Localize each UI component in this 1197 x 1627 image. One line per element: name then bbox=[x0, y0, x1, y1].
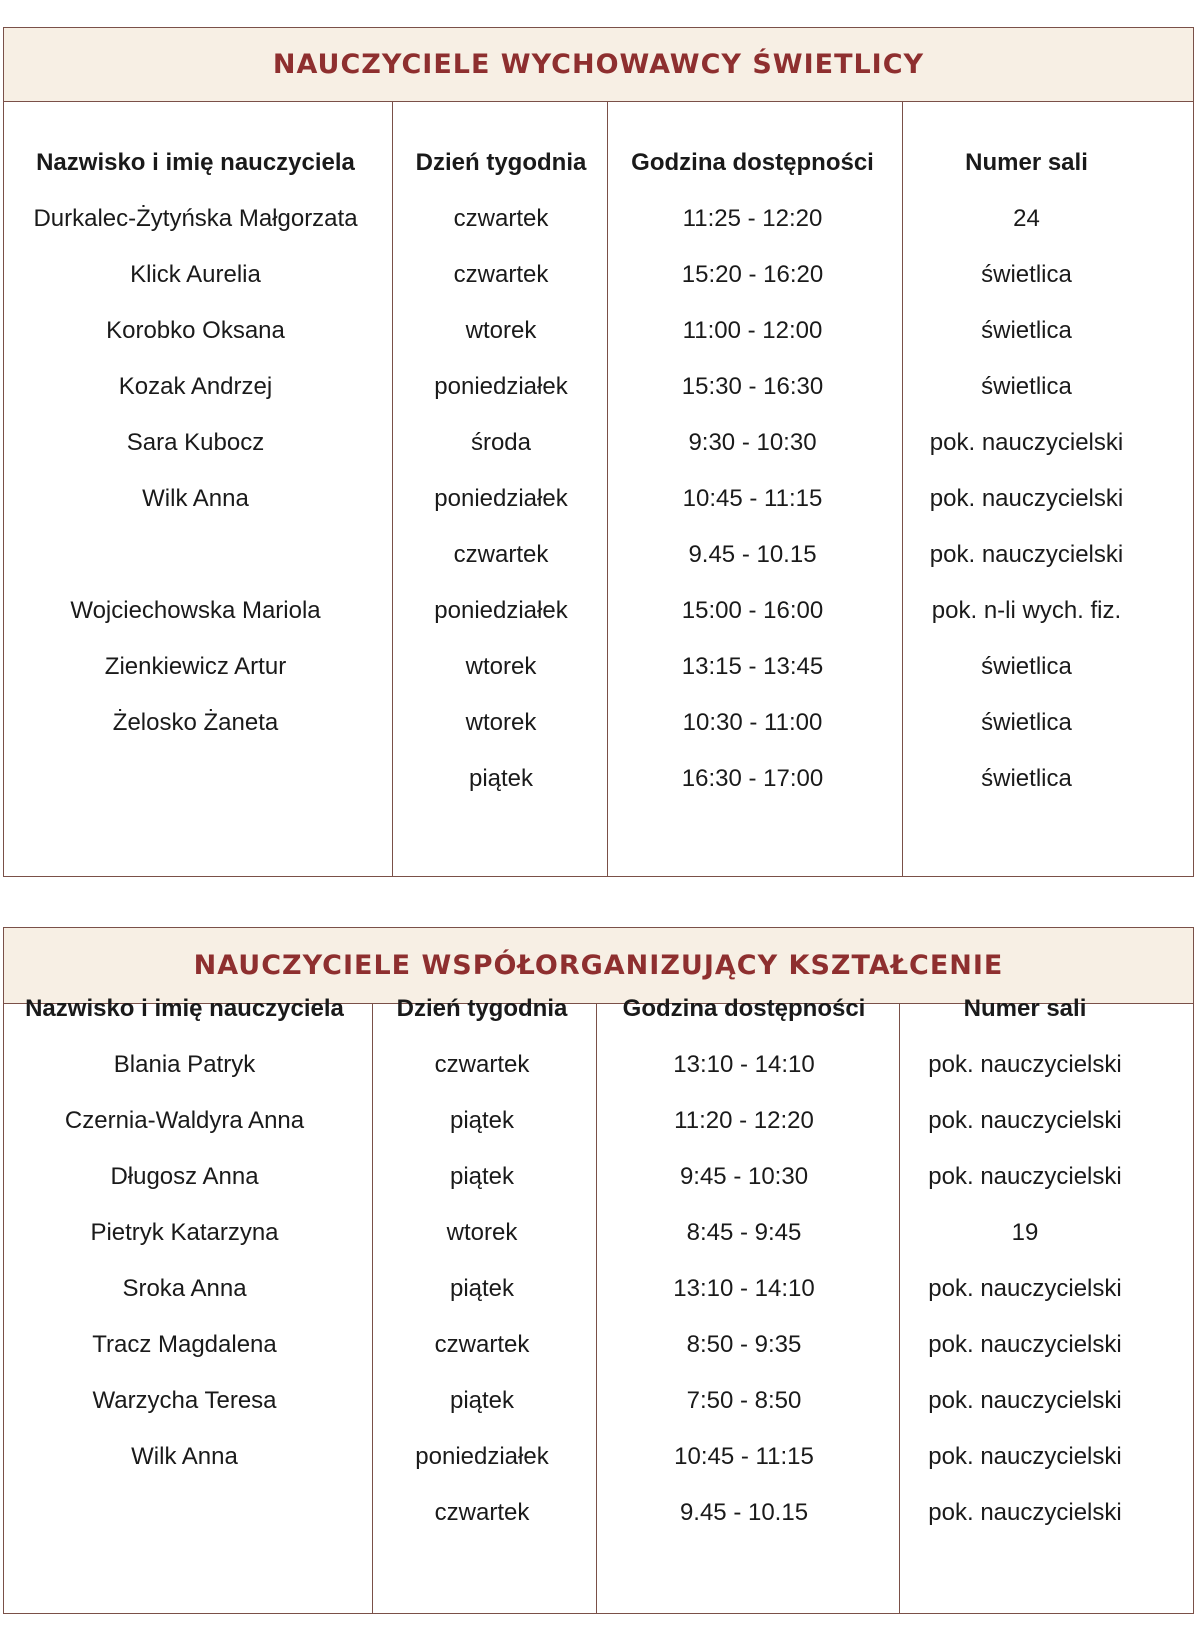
weekday-cell: czwartek bbox=[434, 1331, 530, 1358]
teacher-name-cell: Blania Patryk bbox=[113, 1051, 256, 1078]
teacher-name-cell: Warzycha Teresa bbox=[92, 1387, 277, 1414]
hours-cell: 13:10 - 14:10 bbox=[673, 1275, 815, 1302]
room-cell: pok. nauczycielski bbox=[928, 1331, 1122, 1358]
room-cell: pok. nauczycielski bbox=[928, 1499, 1122, 1526]
hours-cell: 13:10 - 14:10 bbox=[673, 1051, 815, 1078]
weekday-cell: czwartek bbox=[453, 261, 549, 288]
hours-cell: 9.45 - 10.15 bbox=[679, 1499, 809, 1526]
section-wychowawcy-swietlicy bbox=[3, 27, 1194, 877]
teacher-name-cell: Durkalec-Żytyńska Małgorzata bbox=[33, 205, 358, 232]
room-cell: pok. nauczycielski bbox=[928, 1163, 1122, 1190]
weekday-cell: wtorek bbox=[465, 653, 537, 680]
teacher-name-cell: Wojciechowska Mariola bbox=[70, 597, 321, 624]
weekday-cell: piątek bbox=[449, 1107, 515, 1134]
column-header: Dzień tygodnia bbox=[415, 149, 587, 176]
teacher-name-cell: Klick Aurelia bbox=[130, 261, 261, 288]
hours-cell: 8:45 - 9:45 bbox=[686, 1219, 802, 1246]
room-cell: 24 bbox=[1013, 205, 1040, 232]
weekday-cell: piątek bbox=[449, 1163, 515, 1190]
hours-cell: 15:20 - 16:20 bbox=[681, 261, 824, 288]
teacher-name-cell: Wilk Anna bbox=[142, 485, 249, 512]
room-cell: 19 bbox=[1011, 1219, 1039, 1246]
hours-cell: 10:45 - 11:15 bbox=[674, 1443, 814, 1470]
room-cell: pok. nauczycielski bbox=[928, 1387, 1122, 1414]
column-header: Godzina dostępności bbox=[622, 995, 866, 1022]
hours-cell: 10:45 - 11:15 bbox=[682, 485, 823, 512]
column-header: Godzina dostępności bbox=[631, 149, 874, 176]
column-header: Nazwisko i imię nauczyciela bbox=[36, 149, 355, 176]
hours-cell: 13:15 - 13:45 bbox=[681, 653, 824, 680]
teacher-name-cell: Korobko Oksana bbox=[106, 317, 285, 344]
teacher-name-cell: Sara Kubocz bbox=[126, 429, 265, 456]
room-cell: pok. nauczycielski bbox=[928, 1051, 1122, 1078]
weekday-cell: wtorek bbox=[446, 1219, 518, 1246]
weekday-cell: czwartek bbox=[453, 205, 549, 232]
weekday-cell: wtorek bbox=[465, 317, 537, 344]
weekday-cell: czwartek bbox=[434, 1499, 530, 1526]
room-cell: pok. nauczycielski bbox=[929, 429, 1124, 456]
room-cell: pok. nauczycielski bbox=[928, 1107, 1122, 1134]
room-cell: pok. nauczycielski bbox=[928, 1275, 1122, 1302]
hours-cell: 11:25 - 12:20 bbox=[682, 205, 823, 232]
section-header bbox=[4, 928, 1193, 1004]
hours-cell: 11:00 - 12:00 bbox=[682, 317, 823, 344]
weekday-cell: poniedziałek bbox=[434, 373, 568, 400]
weekday-cell: poniedziałek bbox=[415, 1443, 549, 1470]
hours-cell: 15:00 - 16:00 bbox=[681, 597, 824, 624]
weekday-cell: czwartek bbox=[453, 541, 549, 568]
section-title: NAUCZYCIELE WSPÓŁORGANIZUJĄCY KSZTAŁCENIE bbox=[193, 950, 1004, 981]
hours-cell: 15:30 - 16:30 bbox=[681, 373, 824, 400]
hours-cell: 9.45 - 10.15 bbox=[688, 541, 817, 568]
room-cell: pok. n-li wych. fiz. bbox=[931, 597, 1122, 624]
weekday-cell: piątek bbox=[449, 1387, 515, 1414]
section-title: NAUCZYCIELE WYCHOWAWCY ŚWIETLICY bbox=[272, 49, 925, 80]
room-cell: świetlica bbox=[981, 317, 1072, 344]
weekday-cell: piątek bbox=[468, 765, 534, 792]
weekday-cell: poniedziałek bbox=[434, 597, 568, 624]
hours-cell: 8:50 - 9:35 bbox=[686, 1331, 802, 1358]
room-cell: świetlica bbox=[981, 653, 1072, 680]
column-header: Nazwisko i imię nauczyciela bbox=[25, 995, 344, 1022]
room-cell: pok. nauczycielski bbox=[928, 1443, 1122, 1470]
teacher-name-cell: Czernia-Waldyra Anna bbox=[64, 1107, 305, 1134]
room-cell: świetlica bbox=[981, 261, 1072, 288]
weekday-cell: wtorek bbox=[465, 709, 537, 736]
hours-cell: 7:50 - 8:50 bbox=[686, 1387, 802, 1414]
weekday-cell: poniedziałek bbox=[434, 485, 568, 512]
column-header: Numer sali bbox=[963, 995, 1087, 1022]
section-wspolorganizujacy-ksztalcenie bbox=[3, 927, 1194, 1614]
room-cell: świetlica bbox=[981, 373, 1072, 400]
teacher-name-cell: Pietryk Katarzyna bbox=[90, 1219, 279, 1246]
hours-cell: 10:30 - 11:00 bbox=[682, 709, 823, 736]
hours-cell: 16:30 - 17:00 bbox=[681, 765, 824, 792]
teacher-name-cell: Zienkiewicz Artur bbox=[104, 653, 287, 680]
weekday-cell: piątek bbox=[449, 1275, 515, 1302]
weekday-cell: czwartek bbox=[434, 1051, 530, 1078]
hours-cell: 11:20 - 12:20 bbox=[674, 1107, 814, 1134]
hours-cell: 9:30 - 10:30 bbox=[688, 429, 817, 456]
teacher-name-cell: Długosz Anna bbox=[110, 1163, 259, 1190]
teacher-name-cell: Kozak Andrzej bbox=[118, 373, 273, 400]
weekday-cell: środa bbox=[470, 429, 532, 456]
section-header bbox=[4, 28, 1193, 102]
column-header: Dzień tygodnia bbox=[396, 995, 568, 1022]
room-cell: świetlica bbox=[981, 765, 1072, 792]
room-cell: pok. nauczycielski bbox=[929, 541, 1124, 568]
room-cell: świetlica bbox=[981, 709, 1072, 736]
teacher-name-cell: Wilk Anna bbox=[131, 1443, 238, 1470]
hours-cell: 9:45 - 10:30 bbox=[679, 1163, 809, 1190]
teacher-name-cell: Sroka Anna bbox=[122, 1275, 247, 1302]
teacher-name-cell: Żelosko Żaneta bbox=[112, 709, 279, 736]
teacher-name-cell: Tracz Magdalena bbox=[92, 1331, 277, 1358]
column-header: Numer sali bbox=[965, 149, 1088, 176]
room-cell: pok. nauczycielski bbox=[929, 485, 1124, 512]
